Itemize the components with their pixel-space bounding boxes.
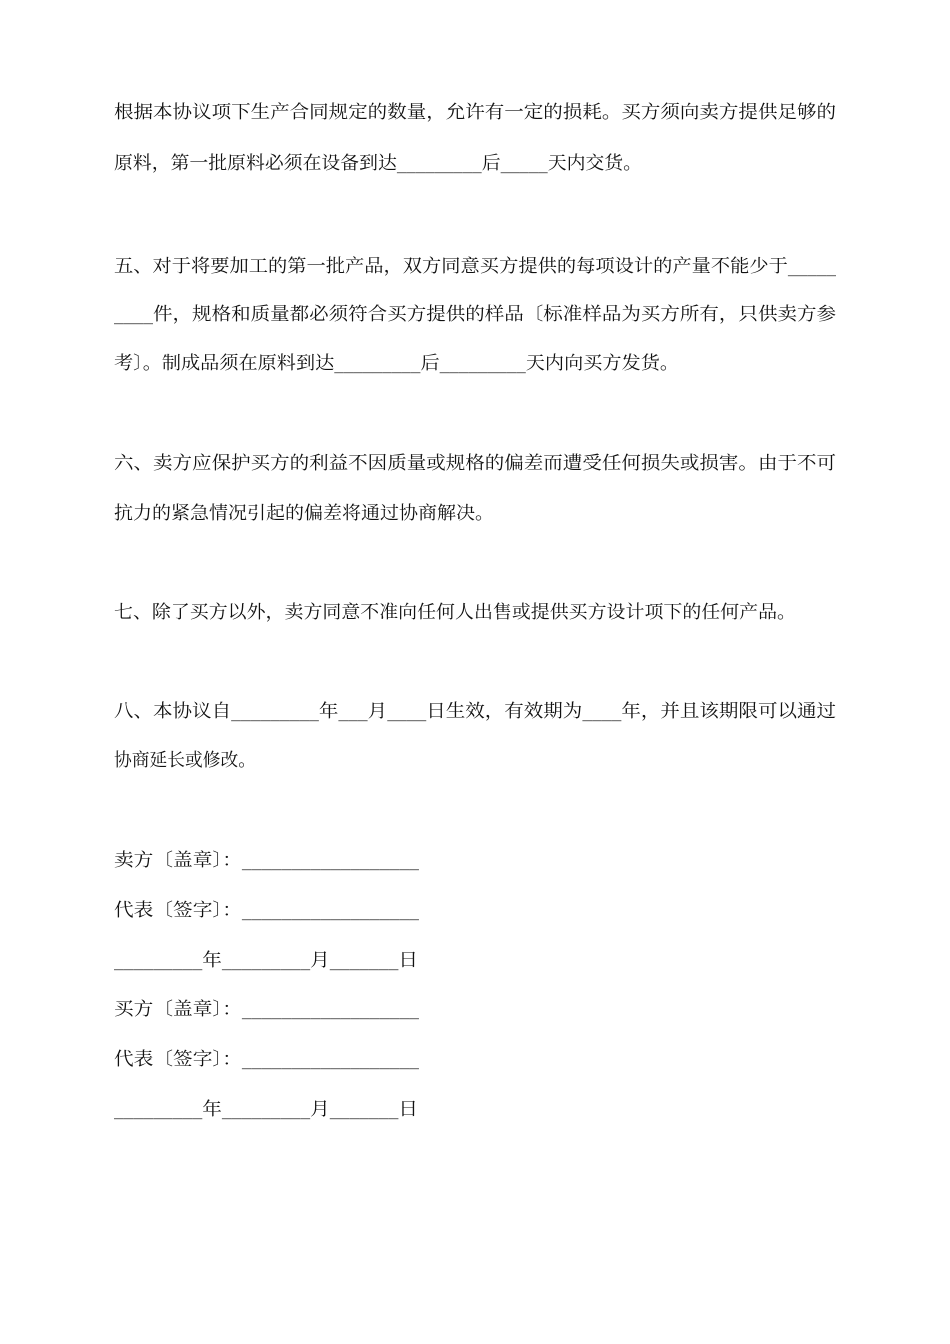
para-8-line-2: 协商延长或修改。 xyxy=(114,750,256,771)
seller-representative-line: 代表〔签字〕：__________________ xyxy=(114,900,419,921)
para-7-line-1: 七、除了买方以外，卖方同意不准向任何人出售或提供买方设计项下的任何产品。 xyxy=(114,602,796,623)
para-4-line-1: 根据本协议项下生产合同规定的数量，允许有一定的损耗。买方须向卖方提供足够的 xyxy=(114,102,836,123)
seller-seal-line: 卖方〔盖章〕：__________________ xyxy=(114,850,419,871)
para-5-line-2: ____件，规格和质量都必须符合买方提供的样品〔标准样品为买方所有，只供卖方参 xyxy=(114,304,836,325)
buyer-representative-line: 代表〔签字〕：__________________ xyxy=(114,1049,419,1070)
para-5-line-1: 五、对于将要加工的第一批产品，双方同意买方提供的每项设计的产量不能少于_____ xyxy=(114,256,836,277)
buyer-seal-line: 买方〔盖章〕：__________________ xyxy=(114,999,419,1020)
para-6-line-2: 抗力的紧急情况引起的偏差将通过协商解决。 xyxy=(114,503,494,524)
para-6-line-1: 六、卖方应保护买方的利益不因质量或规格的偏差而遭受任何损失或损害。由于不可 xyxy=(114,453,836,474)
seller-date-line: _________年_________月_______日 xyxy=(114,950,418,971)
para-8-line-1: 八、本协议自_________年___月____日生效，有效期为____年，并且该期限可以通过 xyxy=(114,701,836,722)
buyer-date-line: _________年_________月_______日 xyxy=(114,1099,418,1120)
para-4-line-2: 原料，第一批原料必须在设备到达_________后_____天内交货。 xyxy=(114,153,642,174)
para-5-line-3: 考〕。制成品须在原料到达_________后_________天内向买方发货。 xyxy=(114,353,679,374)
